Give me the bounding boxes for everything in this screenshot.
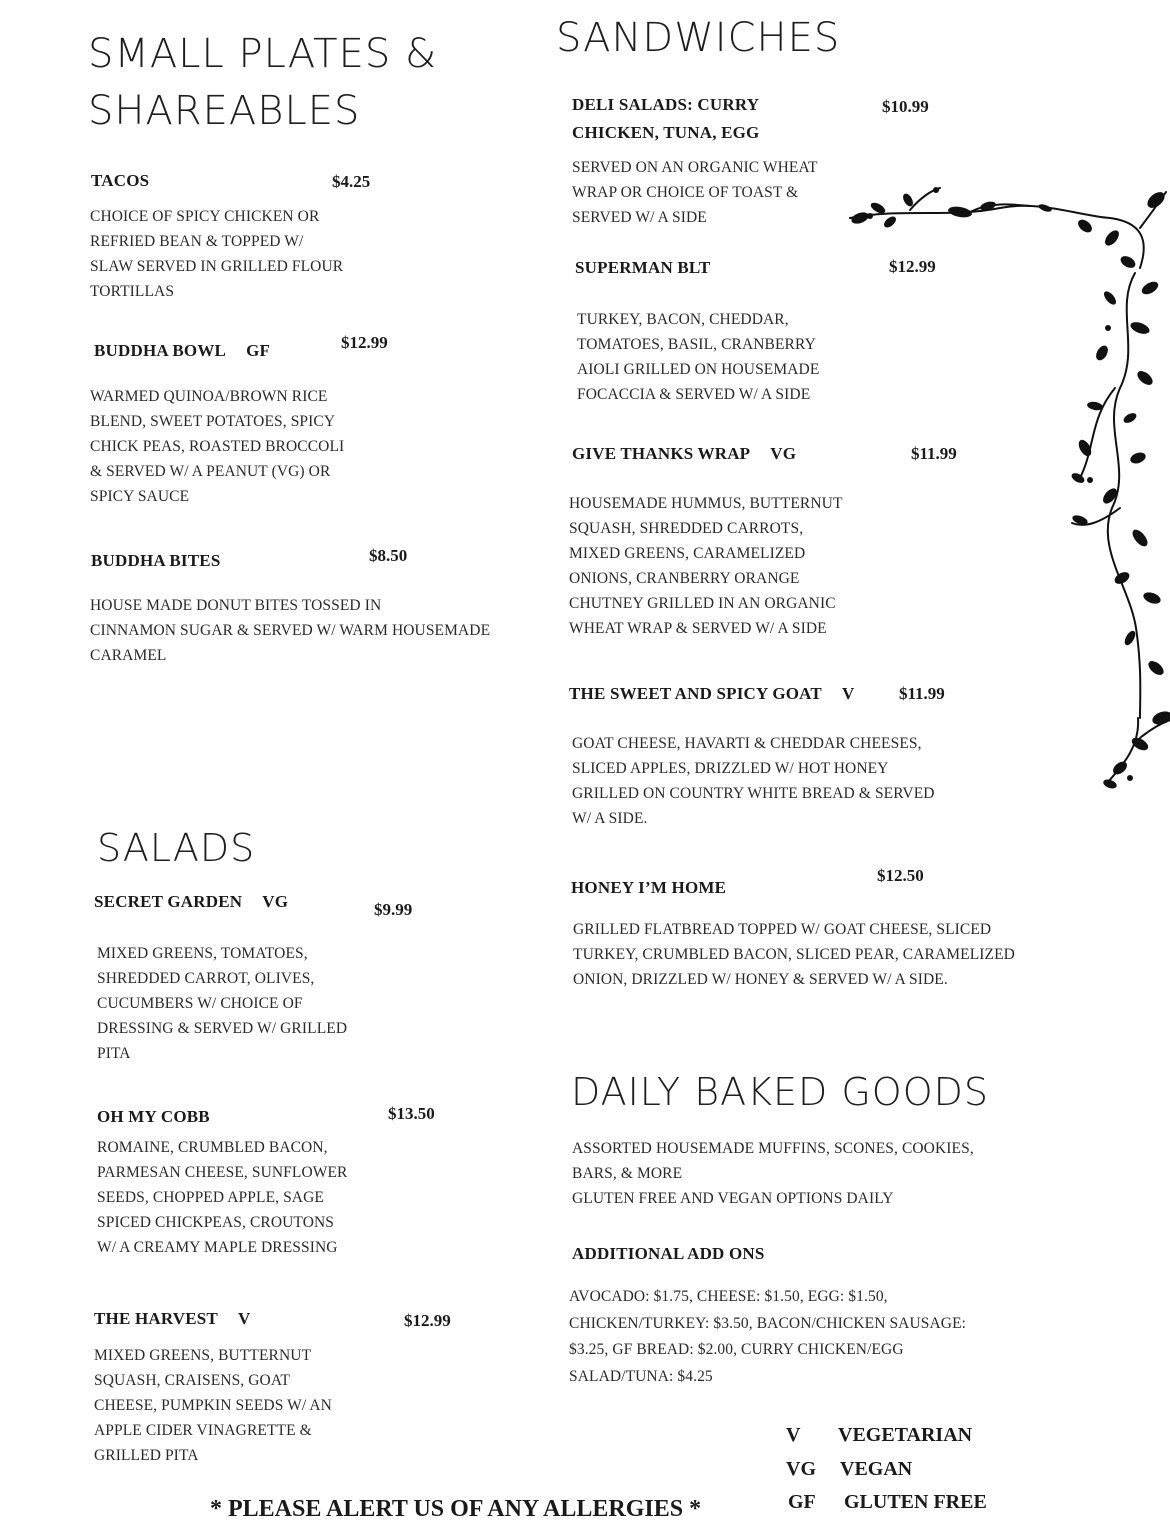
floral-vine-icon <box>840 178 1170 810</box>
item-desc-honey-im-home: GRILLED FLATBREAD TOPPED W/ GOAT CHEESE, SLICED TURKEY, CRUMBLED BACON, SLICED PEAR, CARAMELIZED ONION, DRIZZLED W/ HONEY & SERVED W/ A SIDE. <box>573 921 1015 988</box>
item-desc-oh-my-cobb: ROMAINE, CRUMBLED BACON, PARMESAN CHEESE, SUNFLOWER SEEDS, CHOPPED APPLE, SAGE SPICED CHICKPEAS, CROUTONS W/ A CREAMY MAPLE DRESSING <box>97 1139 348 1256</box>
item-price-oh-my-cobb: $13.50 <box>388 1104 435 1123</box>
item-name-deli-salads-line1: DELI SALADS: CURRY <box>572 95 760 114</box>
baked-goods-title: DAILY BAKED GOODS <box>571 1070 990 1114</box>
item-desc-buddha-bites: HOUSE MADE DONUT BITES TOSSED IN CINNAMON SUGAR & SERVED W/ WARM HOUSEMADE CARAMEL <box>90 597 491 664</box>
small-plates-title-line2: SHAREABLES <box>88 88 361 134</box>
salads-title: SALADS <box>97 826 256 870</box>
item-price-superman-blt: $12.99 <box>889 257 936 276</box>
item-name-the-harvest <box>94 1309 250 1329</box>
item-name-text: THE SWEET AND SPICY GOAT <box>569 684 822 703</box>
allergy-notice: * PLEASE ALERT US OF ANY ALLERGIES * <box>210 1496 702 1522</box>
item-name-sweet-spicy-goat <box>569 684 854 704</box>
item-desc-superman-blt: TURKEY, BACON, CHEDDAR, TOMATOES, BASIL, CRANBERRY AIOLI GRILLED ON HOUSEMADE FOCACCIA & SERVED W/ A SIDE <box>577 311 820 403</box>
sandwiches-title: SANDWICHES <box>556 15 841 61</box>
item-price-buddha-bites: $8.50 <box>369 546 408 565</box>
item-desc-sweet-spicy-goat: GOAT CHEESE, HAVARTI & CHEDDAR CHEESES, SLICED APPLES, DRIZZLED W/ HOT HONEY GRILLED ON COUNTRY WHITE BREAD & SERVED W/ A SIDE. <box>572 735 935 827</box>
addons-desc: AVOCADO: $1.75, CHEESE: $1.50, EGG: $1.50, CHICKEN/TURKEY: $3.50, BACON/CHICKEN SAUSAGE: $3.25, GF BREAD: $2.00, CURRY CHICKEN/EGG SALAD/TUNA: $4.25 <box>569 1288 967 1385</box>
legend-code-gf: GF <box>788 1491 816 1513</box>
item-name-text: SECRET GARDEN <box>94 892 243 911</box>
item-name-text: BUDDHA BOWL <box>94 341 227 360</box>
item-desc-tacos: CHOICE OF SPICY CHICKEN OR REFRIED BEAN & TOPPED W/ SLAW SERVED IN GRILLED FLOUR TORTILLAS <box>90 208 344 300</box>
item-price-buddha-bowl: $12.99 <box>341 333 388 352</box>
item-name-buddha-bowl <box>94 341 270 361</box>
item-price-tacos: $4.25 <box>332 172 371 191</box>
baked-goods-desc: ASSORTED HOUSEMADE MUFFINS, SCONES, COOKIES, BARS, & MORE GLUTEN FREE AND VEGAN OPTIONS DAILY <box>572 1140 974 1207</box>
item-tag-v: V <box>841 684 855 703</box>
legend-label-gluten-free: GLUTEN FREE <box>844 1491 987 1513</box>
item-tag-gf: GF <box>246 341 271 360</box>
legend-code-v: V <box>786 1424 801 1446</box>
item-desc-deli-salads: SERVED ON AN ORGANIC WHEAT WRAP OR CHOICE OF TOAST & SERVED W/ A SIDE <box>572 159 818 226</box>
item-price-deli-salads: $10.99 <box>882 97 929 116</box>
item-name-text: GIVE THANKS WRAP <box>572 444 751 463</box>
item-name-deli-salads-line2: CHICKEN, TUNA, EGG <box>572 123 760 142</box>
item-name-tacos: TACOS <box>91 171 150 190</box>
item-name-secret-garden <box>94 892 288 912</box>
item-name-give-thanks-wrap <box>572 444 796 464</box>
item-name-superman-blt: SUPERMAN BLT <box>575 258 711 277</box>
small-plates-title-line1: SMALL PLATES & <box>88 31 438 77</box>
addons-title: ADDITIONAL ADD ONS <box>572 1244 765 1263</box>
item-price-secret-garden: $9.99 <box>374 900 413 919</box>
item-price-the-harvest: $12.99 <box>404 1311 451 1330</box>
item-name-oh-my-cobb: OH MY COBB <box>97 1107 210 1126</box>
item-desc-secret-garden: MIXED GREENS, TOMATOES, SHREDDED CARROT, OLIVES, CUCUMBERS W/ CHOICE OF DRESSING & SERVED W/ GRILLED PITA <box>97 945 348 1062</box>
item-desc-buddha-bowl: WARMED QUINOA/BROWN RICE BLEND, SWEET POTATOES, SPICY CHICK PEAS, ROASTED BROCCOLI & SERVED W/ A PEANUT (VG) OR SPICY SAUCE <box>90 388 345 505</box>
legend-code-vg: VG <box>786 1458 816 1480</box>
item-name-text: THE HARVEST <box>94 1309 218 1328</box>
item-desc-give-thanks-wrap: HOUSEMADE HUMMUS, BUTTERNUT SQUASH, SHREDDED CARROTS, MIXED GREENS, CARAMELIZED ONIONS, CRANBERRY ORANGE CHUTNEY GRILLED IN AN ORGANIC WHEAT WRAP & SERVED W/ A SIDE <box>569 495 843 637</box>
item-price-give-thanks-wrap: $11.99 <box>911 444 957 463</box>
item-price-sweet-spicy-goat: $11.99 <box>899 684 945 703</box>
item-tag-vg: VG <box>262 892 289 911</box>
legend-label-vegan: VEGAN <box>840 1458 913 1480</box>
item-tag-v: V <box>237 1309 251 1328</box>
item-tag-vg: VG <box>770 444 797 463</box>
item-desc-the-harvest: MIXED GREENS, BUTTERNUT SQUASH, CRAISENS, GOAT CHEESE, PUMPKIN SEEDS W/ AN APPLE CIDER VINAGRETTE & GRILLED PITA <box>94 1347 332 1464</box>
item-name-honey-im-home: HONEY I’M HOME <box>571 878 727 897</box>
item-name-buddha-bites: BUDDHA BITES <box>91 551 221 570</box>
legend-label-vegetarian: VEGETARIAN <box>838 1424 973 1446</box>
item-price-honey-im-home: $12.50 <box>877 866 924 885</box>
